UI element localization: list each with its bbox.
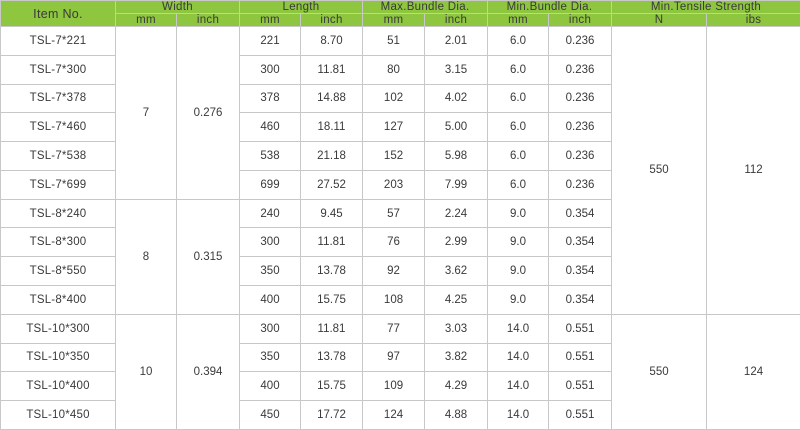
header-unit-width-inch: inch	[177, 14, 240, 27]
cell-item-no: TSL-7*300	[1, 55, 116, 84]
header-max-bundle-dia: Max.Bundle Dia.	[363, 1, 488, 14]
cell-min-bundle-inch: 0.551	[549, 314, 612, 343]
cell-item-no: TSL-7*378	[1, 84, 116, 113]
cell-min-bundle-inch: 0.551	[549, 372, 612, 401]
cell-width-inch: 0.315	[177, 199, 240, 314]
cell-min-bundle-inch: 0.551	[549, 343, 612, 372]
header-item-no: Item No.	[1, 1, 116, 27]
cell-length-mm: 378	[240, 84, 301, 113]
cell-length-inch: 14.88	[301, 84, 363, 113]
cell-width-mm: 7	[116, 27, 177, 200]
header-unit-length-inch: inch	[301, 14, 363, 27]
table-body	[1, 27, 800, 430]
cell-max-bundle-inch: 3.03	[425, 314, 488, 343]
cell-length-mm: 300	[240, 55, 301, 84]
cell-min-bundle-mm: 14.0	[488, 314, 549, 343]
cell-max-bundle-mm: 108	[363, 286, 425, 315]
cell-length-inch: 8.70	[301, 27, 363, 56]
cell-min-bundle-inch: 0.236	[549, 142, 612, 171]
cell-max-bundle-mm: 203	[363, 170, 425, 199]
cell-length-mm: 460	[240, 113, 301, 142]
header-unit-min-inch: inch	[549, 14, 612, 27]
header-min-bundle-dia: Min.Bundle Dia.	[488, 1, 612, 14]
cell-max-bundle-mm: 51	[363, 27, 425, 56]
cell-length-inch: 17.72	[301, 401, 363, 430]
cell-max-bundle-mm: 77	[363, 314, 425, 343]
cell-width-mm: 10	[116, 314, 177, 429]
cell-length-inch: 15.75	[301, 372, 363, 401]
header-width: Width	[116, 1, 240, 14]
cell-tensile-ibs: 124	[707, 314, 800, 429]
cell-min-bundle-mm: 6.0	[488, 55, 549, 84]
cell-min-bundle-mm: 6.0	[488, 113, 549, 142]
cell-length-inch: 11.81	[301, 228, 363, 257]
cell-length-mm: 221	[240, 27, 301, 56]
cell-item-no: TSL-10*450	[1, 401, 116, 430]
cell-max-bundle-mm: 92	[363, 257, 425, 286]
header-min-tensile-strength: Min.Tensile Strength	[612, 1, 800, 14]
table-header	[1, 1, 800, 27]
cell-max-bundle-inch: 2.99	[425, 228, 488, 257]
cell-min-bundle-mm: 14.0	[488, 343, 549, 372]
cell-item-no: TSL-7*460	[1, 113, 116, 142]
cell-min-bundle-mm: 14.0	[488, 372, 549, 401]
cell-max-bundle-inch: 7.99	[425, 170, 488, 199]
cell-max-bundle-mm: 124	[363, 401, 425, 430]
cell-length-mm: 350	[240, 343, 301, 372]
cell-length-inch: 21.18	[301, 142, 363, 171]
cell-length-mm: 400	[240, 372, 301, 401]
header-group-row	[1, 1, 800, 14]
cell-min-bundle-mm: 6.0	[488, 27, 549, 56]
table-row	[1, 314, 800, 343]
header-unit-max-inch: inch	[425, 14, 488, 27]
cell-max-bundle-inch: 4.02	[425, 84, 488, 113]
cell-item-no: TSL-8*240	[1, 199, 116, 228]
cell-tensile-ibs: 112	[707, 27, 800, 315]
cell-length-mm: 240	[240, 199, 301, 228]
header-unit-row	[1, 14, 800, 27]
cell-length-inch: 18.11	[301, 113, 363, 142]
cell-item-no: TSL-8*300	[1, 228, 116, 257]
cell-length-inch: 27.52	[301, 170, 363, 199]
cell-min-bundle-inch: 0.236	[549, 113, 612, 142]
header-unit-min-mm: mm	[488, 14, 549, 27]
cell-item-no: TSL-8*400	[1, 286, 116, 315]
cell-min-bundle-mm: 14.0	[488, 401, 549, 430]
table-row	[1, 27, 800, 56]
cell-min-bundle-inch: 0.354	[549, 286, 612, 315]
cell-max-bundle-mm: 102	[363, 84, 425, 113]
cell-length-inch: 11.81	[301, 314, 363, 343]
cell-max-bundle-mm: 76	[363, 228, 425, 257]
cell-length-inch: 9.45	[301, 199, 363, 228]
cell-max-bundle-mm: 97	[363, 343, 425, 372]
cell-max-bundle-inch: 2.24	[425, 199, 488, 228]
cell-min-bundle-inch: 0.354	[549, 228, 612, 257]
cell-max-bundle-inch: 2.01	[425, 27, 488, 56]
cell-item-no: TSL-7*538	[1, 142, 116, 171]
cell-max-bundle-inch: 4.25	[425, 286, 488, 315]
cell-max-bundle-inch: 3.82	[425, 343, 488, 372]
cell-length-mm: 538	[240, 142, 301, 171]
cell-min-bundle-inch: 0.551	[549, 401, 612, 430]
cell-tensile-n: 550	[612, 314, 707, 429]
header-unit-tensile-n: N	[612, 14, 707, 27]
cell-max-bundle-inch: 5.00	[425, 113, 488, 142]
cell-item-no: TSL-10*400	[1, 372, 116, 401]
cell-min-bundle-mm: 6.0	[488, 142, 549, 171]
cell-item-no: TSL-10*350	[1, 343, 116, 372]
cell-min-bundle-inch: 0.236	[549, 170, 612, 199]
cell-min-bundle-mm: 6.0	[488, 170, 549, 199]
cell-max-bundle-mm: 127	[363, 113, 425, 142]
cell-length-mm: 300	[240, 314, 301, 343]
cell-max-bundle-inch: 3.62	[425, 257, 488, 286]
cell-min-bundle-inch: 0.354	[549, 257, 612, 286]
cell-width-inch: 0.276	[177, 27, 240, 200]
cell-min-bundle-mm: 9.0	[488, 257, 549, 286]
cell-max-bundle-inch: 5.98	[425, 142, 488, 171]
cell-length-mm: 400	[240, 286, 301, 315]
header-unit-length-mm: mm	[240, 14, 301, 27]
cell-item-no: TSL-10*300	[1, 314, 116, 343]
cell-item-no: TSL-8*550	[1, 257, 116, 286]
cell-length-inch: 11.81	[301, 55, 363, 84]
header-unit-width-mm: mm	[116, 14, 177, 27]
cell-min-bundle-mm: 6.0	[488, 84, 549, 113]
cell-item-no: TSL-7*221	[1, 27, 116, 56]
header-unit-max-mm: mm	[363, 14, 425, 27]
cell-min-bundle-inch: 0.354	[549, 199, 612, 228]
cell-tensile-n: 550	[612, 27, 707, 315]
cell-min-bundle-inch: 0.236	[549, 27, 612, 56]
cell-max-bundle-inch: 4.88	[425, 401, 488, 430]
cell-max-bundle-mm: 80	[363, 55, 425, 84]
cell-length-inch: 13.78	[301, 257, 363, 286]
header-length: Length	[240, 1, 363, 14]
header-unit-tensile-ibs: ibs	[707, 14, 800, 27]
cell-length-mm: 450	[240, 401, 301, 430]
cell-width-mm: 8	[116, 199, 177, 314]
cell-max-bundle-inch: 3.15	[425, 55, 488, 84]
cell-min-bundle-inch: 0.236	[549, 55, 612, 84]
cell-max-bundle-inch: 4.29	[425, 372, 488, 401]
cell-min-bundle-mm: 9.0	[488, 228, 549, 257]
cell-length-inch: 15.75	[301, 286, 363, 315]
cell-length-mm: 350	[240, 257, 301, 286]
cell-length-inch: 13.78	[301, 343, 363, 372]
cell-min-bundle-mm: 9.0	[488, 286, 549, 315]
cell-min-bundle-inch: 0.236	[549, 84, 612, 113]
cell-length-mm: 699	[240, 170, 301, 199]
cell-max-bundle-mm: 152	[363, 142, 425, 171]
cell-width-inch: 0.394	[177, 314, 240, 429]
cell-min-bundle-mm: 9.0	[488, 199, 549, 228]
cell-length-mm: 300	[240, 228, 301, 257]
cell-item-no: TSL-7*699	[1, 170, 116, 199]
cell-max-bundle-mm: 57	[363, 199, 425, 228]
cell-max-bundle-mm: 109	[363, 372, 425, 401]
